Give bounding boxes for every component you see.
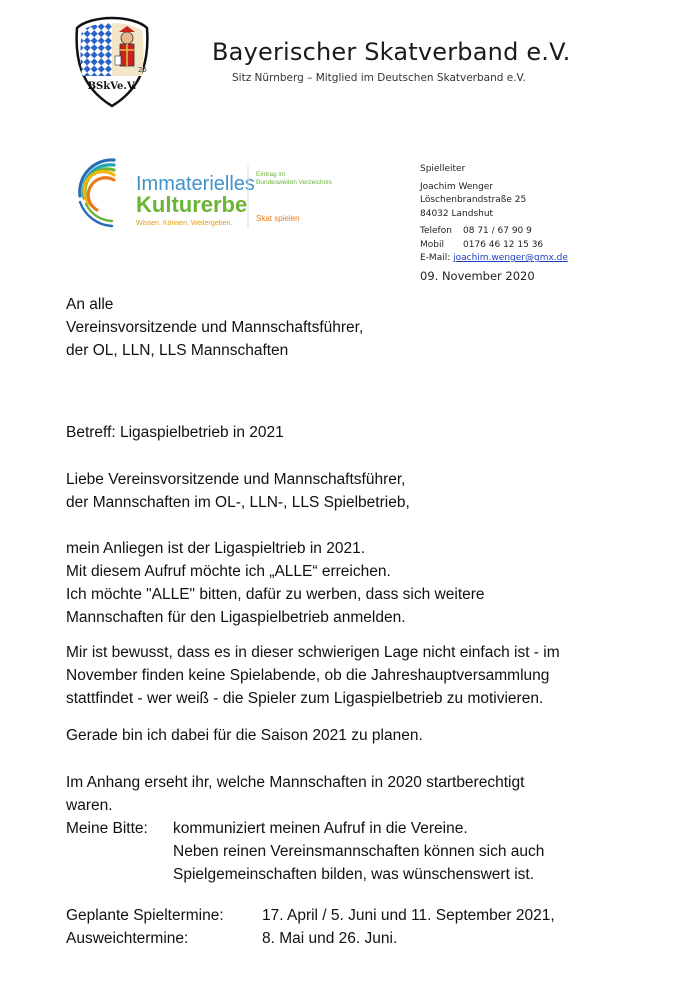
heritage-logo <box>74 152 354 228</box>
org-subtitle: Sitz Nürnberg – Mitglied im Deutschen Skatverband e.V. <box>232 72 526 84</box>
email-label: E-Mail: <box>420 253 451 263</box>
email-link[interactable]: joachim.wenger@gmx.de <box>453 253 568 263</box>
org-title: Bayerischer Skatverband e.V. <box>212 38 571 66</box>
text-line: November finden keine Spielabende, ob die Jahreshauptversammlung <box>66 667 550 684</box>
request-text: Spielgemeinschaften bilden, was wünschenswert ist. <box>173 866 534 883</box>
request-line <box>66 863 544 886</box>
contact-block <box>420 163 568 266</box>
recipient-line: der OL, LLN, LLS Mannschaften <box>66 342 289 359</box>
phone-value: 08 71 / 67 90 9 <box>463 226 532 236</box>
contact-role: Spielleiter <box>420 164 466 174</box>
paragraph-4 <box>66 771 544 886</box>
svg-text:Immaterielles: Immaterielles <box>136 173 255 195</box>
mobile-label: Mobil <box>420 239 444 250</box>
svg-text:Eintrag im: Eintrag im <box>256 171 286 178</box>
planned-dates-line <box>66 904 555 927</box>
contact-email <box>420 252 568 266</box>
text-line: Mannschaften für den Ligaspielbetrieb anmelden. <box>66 609 406 626</box>
alt-dates-value: 8. Mai und 26. Juni. <box>262 930 398 947</box>
contact-phone <box>420 225 568 239</box>
contact-city: 84032 Landshut <box>420 208 494 219</box>
svg-text:Skat spielen: Skat spielen <box>256 214 300 223</box>
dates-block <box>66 904 555 950</box>
recipient-block <box>66 293 363 362</box>
recipient-line: An alle <box>66 296 114 313</box>
planned-dates-label: Geplante Spieltermine: <box>66 907 224 924</box>
svg-text:Kulturerbe: Kulturerbe <box>136 192 248 217</box>
request-label: Meine Bitte: <box>66 820 148 837</box>
text-line: Mit diesem Aufruf möchte ich „ALLE“ erreichen. <box>66 563 391 580</box>
request-line <box>66 817 544 840</box>
text-line: waren. <box>66 797 113 814</box>
bskv-logo <box>73 16 151 108</box>
alt-dates-line <box>66 927 555 950</box>
phone-label: Telefon <box>420 226 452 236</box>
contact-name: Joachim Wenger <box>420 181 494 192</box>
text-line: mein Anliegen ist der Ligaspieltrieb in 2021. <box>66 540 365 557</box>
text-line: Ich möchte "ALLE" bitten, dafür zu werben, dass sich weitere <box>66 586 485 603</box>
recipient-line: Vereinsvorsitzende und Mannschaftsführer, <box>66 319 364 336</box>
alt-dates-label: Ausweichtermine: <box>66 930 189 947</box>
request-text: Neben reinen Vereinsmannschaften können sich auch <box>173 843 545 860</box>
contact-mobile <box>420 239 568 253</box>
salutation-line: der Mannschaften im OL-, LLN-, LLS Spielbetrieb, <box>66 494 410 511</box>
paragraph-3: Gerade bin ich dabei für die Saison 2021 zu planen. <box>66 727 423 744</box>
contact-street: Löschenbrandstraße 25 <box>420 195 527 205</box>
svg-text:BSkVe.V.: BSkVe.V. <box>87 81 137 92</box>
text-line: Mir ist bewusst, dass es in dieser schwierigen Lage nicht einfach ist - im <box>66 644 560 661</box>
salutation <box>66 468 410 514</box>
paragraph-2 <box>66 641 560 710</box>
request-text: kommuniziert meinen Aufruf in die Vereine. <box>173 820 468 837</box>
svg-text:25: 25 <box>138 66 147 74</box>
text-line: stattfindet - wer weiß - die Spieler zum Ligaspielbetrieb zu motivieren. <box>66 690 544 707</box>
paragraph-1 <box>66 537 485 629</box>
svg-text:Bundesweiten Verzeichnis: Bundesweiten Verzeichnis <box>256 179 332 186</box>
subject-line: Betreff: Ligaspielbetrieb in 2021 <box>66 424 284 441</box>
mobile-value: 0176 46 12 15 36 <box>463 239 544 250</box>
salutation-line: Liebe Vereinsvorsitzende und Mannschaftsführer, <box>66 471 406 488</box>
text-line: Im Anhang erseht ihr, welche Mannschaften in 2020 startberechtigt <box>66 774 525 791</box>
request-line <box>66 840 544 863</box>
planned-dates-value: 17. April / 5. Juni und 11. September 2021, <box>262 907 555 924</box>
letter-date: 09. November 2020 <box>420 269 535 283</box>
svg-text:Wissen. Können. Weitergeben.: Wissen. Können. Weitergeben. <box>136 220 233 227</box>
